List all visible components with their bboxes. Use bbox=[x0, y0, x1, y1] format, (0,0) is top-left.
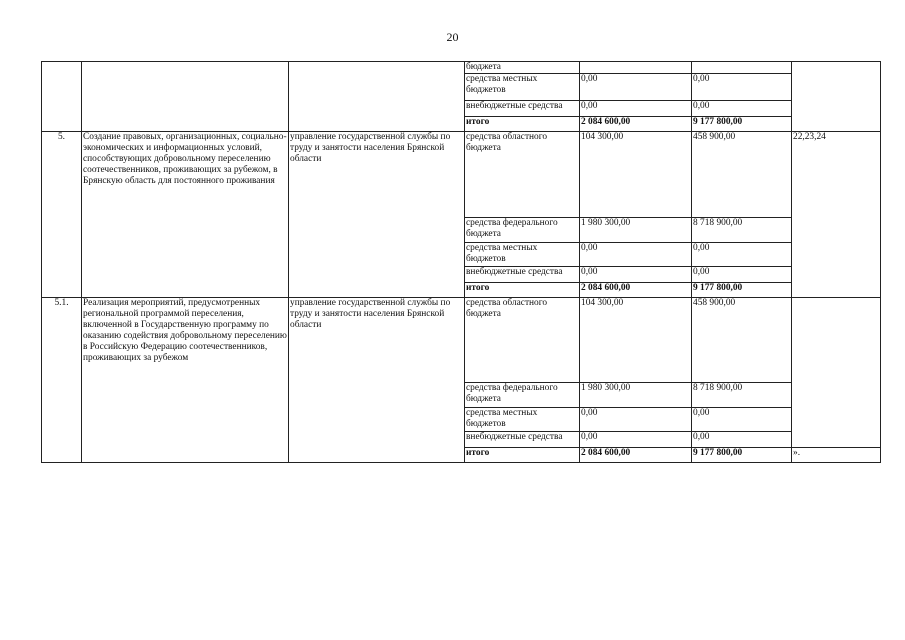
amount-cell: 0,00 bbox=[580, 101, 692, 117]
funding-source-cell: средства федерального бюджета bbox=[465, 218, 580, 243]
budget-table bbox=[41, 61, 881, 463]
amount-cell: 0,00 bbox=[580, 243, 692, 267]
total-amount-cell: 2 084 600,00 bbox=[580, 117, 692, 132]
amount-cell bbox=[580, 62, 692, 74]
table-row bbox=[42, 298, 881, 383]
reference-cell bbox=[792, 298, 881, 448]
activity-cell: Создание правовых, организационных, социально-экономических и информационных условий, способствующих добровольному переселению соотечественников, проживающих за рубежом, в Брянскую область для постоянного проживания bbox=[82, 132, 289, 298]
amount-cell: 104 300,00 bbox=[580, 132, 692, 218]
total-amount-cell: 2 084 600,00 bbox=[580, 283, 692, 298]
funding-source-cell: средства федерального бюджета bbox=[465, 383, 580, 408]
total-amount-cell: 9 177 800,00 bbox=[692, 283, 792, 298]
amount-cell: 1 980 300,00 bbox=[580, 383, 692, 408]
funding-source-cell: средства местных бюджетов bbox=[465, 74, 580, 101]
funding-source-cell: средства областного бюджета bbox=[465, 298, 580, 383]
total-label-cell: итого bbox=[465, 448, 580, 463]
total-amount-cell: 2 084 600,00 bbox=[580, 448, 692, 463]
amount-cell bbox=[692, 62, 792, 74]
total-amount-cell: 9 177 800,00 bbox=[692, 117, 792, 132]
amount-cell: 8 718 900,00 bbox=[692, 218, 792, 243]
amount-cell: 0,00 bbox=[692, 267, 792, 283]
page-number: 20 bbox=[446, 30, 459, 44]
row-number-cell bbox=[42, 62, 82, 132]
activity-cell: Реализация мероприятий, предусмотренных региональной программой переселения, включенной в Государственную программу по оказанию содействия добровольному переселению в Российскую Федерацию соотечественников, проживающих за рубежом bbox=[82, 298, 289, 463]
funding-source-cell: внебюджетные средства bbox=[465, 432, 580, 448]
amount-cell: 0,00 bbox=[580, 432, 692, 448]
executor-cell: управление государственной службы по труду и занятости населения Брянской области bbox=[289, 298, 465, 463]
amount-cell: 0,00 bbox=[692, 243, 792, 267]
funding-source-cell: средства местных бюджетов bbox=[465, 408, 580, 432]
executor-cell: управление государственной службы по труду и занятости населения Брянской области bbox=[289, 132, 465, 298]
funding-source-cell: внебюджетные средства bbox=[465, 267, 580, 283]
amount-cell: 0,00 bbox=[580, 408, 692, 432]
executor-cell bbox=[289, 62, 465, 132]
table-row bbox=[42, 62, 881, 74]
total-label-cell: итого bbox=[465, 283, 580, 298]
amount-cell: 0,00 bbox=[692, 74, 792, 101]
amount-cell: 0,00 bbox=[580, 267, 692, 283]
reference-cell: 22,23,24 bbox=[792, 132, 881, 298]
amount-cell: 0,00 bbox=[692, 408, 792, 432]
funding-source-cell: средства местных бюджетов bbox=[465, 243, 580, 267]
amount-cell: 8 718 900,00 bbox=[692, 383, 792, 408]
total-amount-cell: 9 177 800,00 bbox=[692, 448, 792, 463]
table-row bbox=[42, 132, 881, 218]
amount-cell: 1 980 300,00 bbox=[580, 218, 692, 243]
reference-cell bbox=[792, 62, 881, 132]
activity-cell bbox=[82, 62, 289, 132]
funding-source-cell: внебюджетные средства bbox=[465, 101, 580, 117]
amount-cell: 458 900,00 bbox=[692, 132, 792, 218]
funding-source-cell: средства областного бюджета bbox=[465, 132, 580, 218]
total-label-cell: итого bbox=[465, 117, 580, 132]
amount-cell: 104 300,00 bbox=[580, 298, 692, 383]
closing-quote-cell: ». bbox=[792, 448, 881, 463]
row-number-cell: 5. bbox=[42, 132, 82, 298]
amount-cell: 0,00 bbox=[692, 432, 792, 448]
amount-cell: 0,00 bbox=[580, 74, 692, 101]
funding-source-cell: бюджета bbox=[465, 62, 580, 74]
row-number-cell: 5.1. bbox=[42, 298, 82, 463]
amount-cell: 458 900,00 bbox=[692, 298, 792, 383]
amount-cell: 0,00 bbox=[692, 101, 792, 117]
